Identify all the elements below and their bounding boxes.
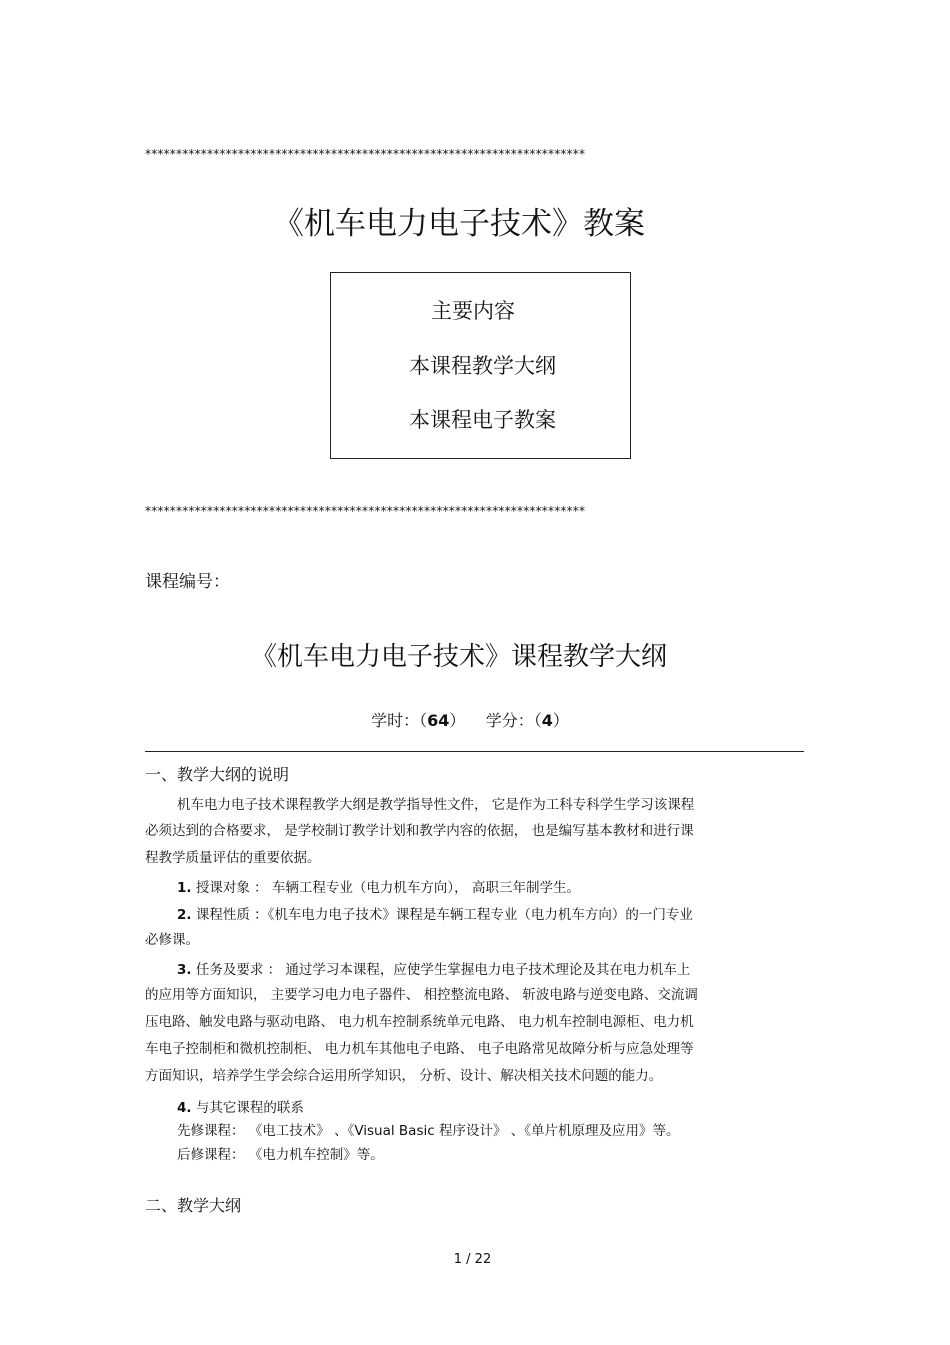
section2-heading: 二、教学大纲 (145, 1196, 242, 1215)
course-code-label: 课程编号： (145, 572, 230, 592)
item-number: 1. (177, 880, 192, 896)
hours-value: 64 (427, 711, 450, 730)
credits-value: 4 (541, 711, 553, 730)
page-number: 1 / 22 (453, 1252, 492, 1267)
item-text: 必修课。 (145, 932, 199, 948)
contents-heading: 主要内容 (431, 299, 515, 323)
item-text: 压电路、触发电路与驱动电路、 电力机车控制系统单元电路、 电力机车控制电源柜、电力机 (145, 1014, 694, 1030)
credits-close: ） (552, 711, 569, 730)
item-text: 授课对象 ： 车辆工程专业（电力机车方向）， 高职三年制学生。 (195, 880, 580, 896)
item-text: 的应用等方面知识， 主要学习电力电子器件、 相控整流电路、 斩波电路与逆变电路、交流调 (145, 987, 698, 1003)
item-1 (177, 876, 580, 896)
hours-close: ） (449, 711, 466, 730)
item-number: 4. (177, 1100, 192, 1116)
contents-box (330, 272, 631, 459)
syllabus-title: 《机车电力电子技术》课程教学大纲 (250, 642, 667, 672)
hours-label: 学时：（ (371, 711, 428, 730)
horizontal-rule (145, 751, 804, 752)
separator-stars-top: *********************************************************************** (145, 147, 586, 161)
contents-item-lesson-plan: 本课程电子教案 (409, 408, 556, 432)
contents-item-syllabus: 本课程教学大纲 (409, 354, 556, 378)
item-text: 任务及要求 ： 通过学习本课程，应使学生掌握电力电子技术理论及其在电力机车上 (195, 962, 691, 978)
intro-line: 必须达到的合格要求， 是学校制订教学计划和教学内容的依据， 也是编写基本教材和进行课 (145, 823, 694, 839)
intro-line: 机车电力电子技术课程教学大纲是教学指导性文件， 它是作为工科专科学生学习该课程 (177, 797, 695, 813)
credits-label: 学分：（ (485, 711, 542, 730)
hours-credits (0, 708, 940, 731)
item-number: 3. (177, 962, 192, 978)
item-2 (177, 903, 693, 923)
cover-title: 《机车电力电子技术》教案 (273, 206, 645, 242)
intro-line: 程教学质量评估的重要依据。 (145, 850, 321, 866)
item-text: 方面知识，培养学生学会综合运用所学知识， 分析、设计、解决相关技术问题的能力。 (145, 1068, 663, 1084)
item-text: 与其它课程的联系 (195, 1100, 304, 1116)
item-text: 车电子控制柜和微机控制柜、 电力机车其他电子电路、 电子电路常见故障分析与应急处理等 (145, 1041, 694, 1057)
subsequent-courses: 后修课程： 《电力机车控制》等。 (177, 1147, 384, 1163)
item-text: 课程性质 ：《机车电力电子技术》课程是车辆工程专业（电力机车方向）的一门专业 (195, 907, 693, 923)
item-3 (177, 958, 690, 978)
prerequisite-courses: 先修课程： 《电工技术》 、《Visual Basic 程序设计》 、《单片机原理及应用》等。 (177, 1123, 680, 1139)
separator-stars-bottom: *********************************************************************** (145, 504, 586, 518)
section1-heading: 一、教学大纲的说明 (145, 765, 290, 784)
item-number: 2. (177, 907, 192, 923)
item-4 (177, 1096, 304, 1116)
